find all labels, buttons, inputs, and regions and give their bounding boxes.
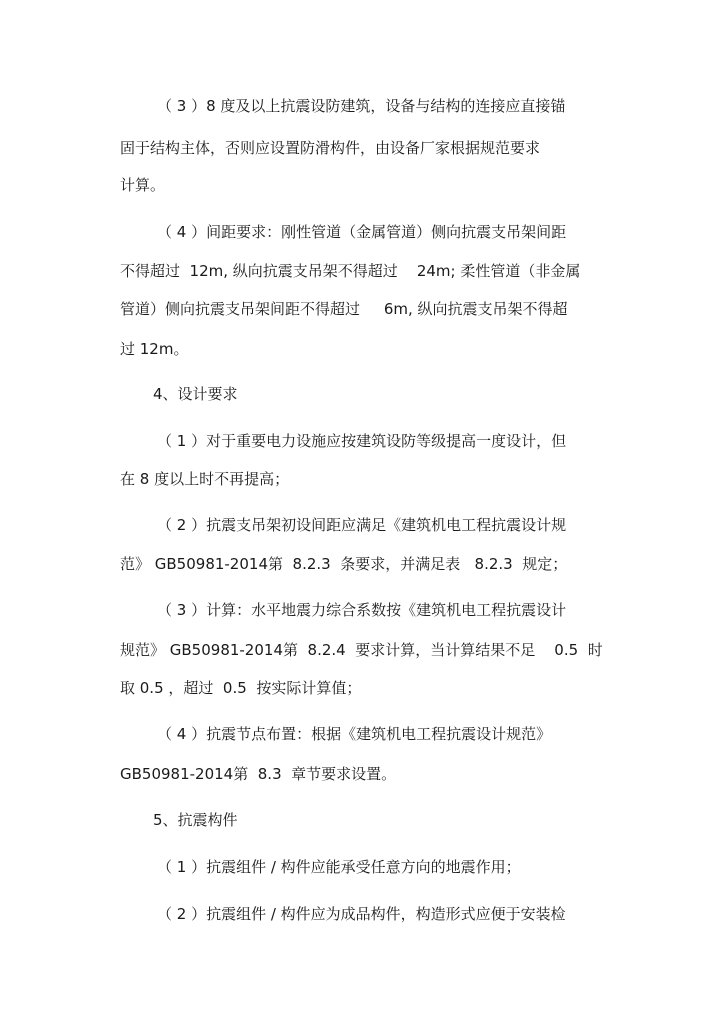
text-line: （ 3 ）8 度及以上抗震设防建筑，设备与结构的连接应直接锚 <box>157 97 566 115</box>
text-line: 固于结构主体，否则应设置防滑构件，由设备厂家根据规范要求 <box>120 139 541 157</box>
text-line: 范》 GB50981-2014第 8.2.3 条要求，并满足表 8.2.3 规定； <box>120 555 568 573</box>
text-line: （ 2 ）抗震支吊架初设间距应满足《建筑机电工程抗震设计规 <box>157 516 567 534</box>
text-line: GB50981-2014第 8.3 章节要求设置。 <box>120 765 397 783</box>
text-line: （ 1 ）对于重要电力设施应按建筑设防等级提高一度设计，但 <box>157 432 567 450</box>
text-line: 规范》 GB50981-2014第 8.2.4 要求计算，当计算结果不足 0.5 时 <box>120 641 603 659</box>
section-heading: 5、抗震构件 <box>153 811 238 829</box>
text-line: （ 3 ）计算：水平地震力综合系数按《建筑机电工程抗震设计 <box>157 601 567 619</box>
text-line: 不得超过 12m, 纵向抗震支吊架不得超过 24m; 柔性管道（非金属 <box>120 262 581 280</box>
text-line: 管道）侧向抗震支吊架间距不得超过 6m, 纵向抗震支吊架不得超 <box>120 300 568 318</box>
text-line: （ 2 ）抗震组件 / 构件应为成品构件，构造形式应便于安装检 <box>157 905 566 923</box>
section-heading: 4、设计要求 <box>153 385 238 403</box>
text-line: 在 8 度以上时不再提高； <box>120 470 290 488</box>
text-line: 取 0.5 ，超过 0.5 按实际计算值； <box>120 679 362 697</box>
text-line: 过 12m。 <box>120 340 189 358</box>
text-line: （ 1 ）抗震组件 / 构件应能承受任意方向的地震作用； <box>157 858 521 876</box>
text-line: 计算。 <box>120 176 166 194</box>
text-line: （ 4 ）抗震节点布置：根据《建筑机电工程抗震设计规范》 <box>157 725 552 743</box>
text-line: （ 4 ）间距要求：刚性管道（金属管道）侧向抗震支吊架间距 <box>157 223 567 241</box>
